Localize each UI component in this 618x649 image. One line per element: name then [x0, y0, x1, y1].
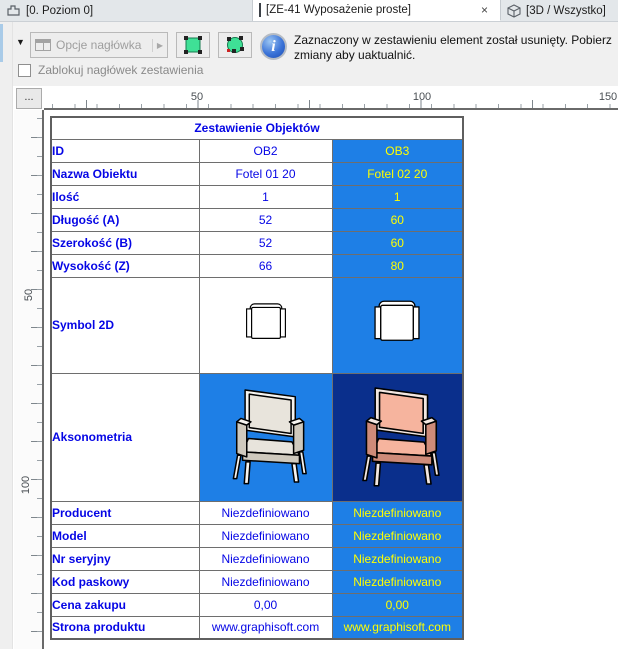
ruler-label: 50	[190, 91, 204, 103]
cell-ob2[interactable]: Niezdefiniowano	[199, 570, 332, 593]
horizontal-ruler	[44, 88, 618, 110]
table-row	[51, 208, 463, 231]
row-label[interactable]: Kod paskowy	[51, 570, 199, 593]
ruler-label: 50	[22, 288, 35, 302]
tab-bar	[0, 0, 618, 22]
cell-ob2[interactable]: 52	[199, 208, 332, 231]
table-row	[51, 185, 463, 208]
left-pane-strip	[0, 22, 13, 649]
info-message-line1: Zaznaczony w zestawieniu element został usunięty. Pobierz	[294, 33, 612, 47]
cell-ob3-selected[interactable]: 1	[332, 185, 463, 208]
tab-label: [0. Poziom 0]	[26, 4, 94, 17]
tab-label: [3D / Wszystko]	[526, 4, 606, 17]
cell-ob3-selected[interactable]: 60	[332, 208, 463, 231]
schedule-toolbar	[13, 22, 618, 86]
ruler-label: 150	[598, 91, 618, 103]
tab-3d[interactable]	[501, 0, 618, 21]
ruler-label: 100	[19, 475, 32, 495]
row-label[interactable]: Aksonometria	[51, 373, 199, 501]
armchair-3d-icon	[220, 381, 312, 491]
row-label[interactable]: Cena zakupu	[51, 593, 199, 616]
table-row-symbol-2d	[51, 277, 463, 373]
cell-axonometry-ob3-selected[interactable]	[332, 373, 463, 501]
pane-accent-bar	[0, 24, 3, 62]
cell-ob2[interactable]: OB2	[199, 139, 332, 162]
cell-ob2[interactable]: 52	[199, 231, 332, 254]
cell-ob3-selected[interactable]: www.graphisoft.com	[332, 616, 463, 639]
table-row	[51, 254, 463, 277]
info-icon: i	[260, 33, 287, 60]
vertical-ruler	[14, 110, 44, 649]
row-label[interactable]: Długość (A)	[51, 208, 199, 231]
cell-symbol2d-ob3-selected[interactable]	[332, 277, 463, 373]
header-options-label: Opcje nagłówka	[56, 38, 142, 52]
cell-ob3-selected[interactable]: OB3	[332, 139, 463, 162]
schedule-title: Zestawienie Objektów	[51, 117, 463, 139]
flyout-arrow-icon: ▶	[152, 39, 163, 52]
cell-symbol2d-ob2[interactable]	[199, 277, 332, 373]
armchair-top-view-icon	[243, 301, 289, 347]
marquee-polygon-icon	[224, 35, 246, 55]
lock-header-checkbox[interactable]	[18, 64, 31, 77]
row-label[interactable]: Strona produktu	[51, 616, 199, 639]
tab-floor-plan[interactable]	[0, 0, 253, 21]
floor-plan-icon	[6, 4, 21, 17]
cell-ob3-selected[interactable]: Niezdefiniowano	[332, 570, 463, 593]
row-label[interactable]: Nr seryjny	[51, 547, 199, 570]
row-label[interactable]: Nazwa Obiektu	[51, 162, 199, 185]
table-row	[51, 616, 463, 639]
cell-ob3-selected[interactable]: Niezdefiniowano	[332, 524, 463, 547]
cell-ob3-selected[interactable]: 80	[332, 254, 463, 277]
cell-ob3-selected[interactable]: Niezdefiniowano	[332, 501, 463, 524]
row-label[interactable]: Ilość	[51, 185, 199, 208]
row-label[interactable]: Symbol 2D	[51, 277, 199, 373]
row-label[interactable]: Producent	[51, 501, 199, 524]
cell-axonometry-ob2[interactable]	[199, 373, 332, 501]
cell-ob3-selected[interactable]: 60	[332, 231, 463, 254]
marquee-polygon-button[interactable]	[218, 32, 252, 58]
lock-header-row	[18, 63, 203, 77]
cell-ob2[interactable]: 1	[199, 185, 332, 208]
cell-ob3-selected[interactable]: 0,00	[332, 593, 463, 616]
table-row	[51, 162, 463, 185]
row-label[interactable]: ID	[51, 139, 199, 162]
table-row	[51, 547, 463, 570]
schedule-grid-icon	[259, 4, 261, 16]
table-header-icon	[35, 39, 51, 51]
cell-ob2[interactable]: Fotel 01 20	[199, 162, 332, 185]
table-row	[51, 570, 463, 593]
row-label[interactable]: Wysokość (Z)	[51, 254, 199, 277]
info-message-line2: zmiany aby uaktualnić.	[294, 48, 416, 62]
armchair-top-view-icon	[371, 298, 423, 350]
marquee-square-button[interactable]	[176, 32, 210, 58]
cell-ob2[interactable]: Niezdefiniowano	[199, 547, 332, 570]
info-message	[294, 33, 618, 63]
schedule-canvas	[44, 110, 618, 649]
marquee-square-icon	[182, 35, 204, 55]
cell-ob3-selected[interactable]: Fotel 02 20	[332, 162, 463, 185]
table-row	[51, 231, 463, 254]
table-row	[51, 524, 463, 547]
table-row	[51, 139, 463, 162]
close-icon[interactable]: ×	[480, 3, 488, 17]
header-options-button[interactable]	[30, 32, 168, 58]
lock-header-label: Zablokuj nagłówek zestawienia	[38, 63, 204, 77]
tab-schedule[interactable]	[253, 0, 501, 21]
table-row	[51, 501, 463, 524]
cube-3d-icon	[507, 4, 521, 18]
cell-ob2[interactable]: Niezdefiniowano	[199, 524, 332, 547]
ruler-label: 100	[412, 91, 432, 103]
chevron-down-icon[interactable]: ▼	[16, 37, 25, 47]
row-label[interactable]: Model	[51, 524, 199, 547]
row-label[interactable]: Szerokość (B)	[51, 231, 199, 254]
armchair-3d-icon	[349, 379, 445, 493]
ruler-options-button[interactable]: ...	[16, 88, 42, 109]
cell-ob2[interactable]: Niezdefiniowano	[199, 501, 332, 524]
cell-ob2[interactable]: www.graphisoft.com	[199, 616, 332, 639]
cell-ob2[interactable]: 0,00	[199, 593, 332, 616]
tab-label: [ZE-41 Wyposażenie proste]	[266, 4, 411, 16]
schedule-table	[50, 116, 464, 640]
cell-ob2[interactable]: 66	[199, 254, 332, 277]
table-row-axonometry	[51, 373, 463, 501]
table-row	[51, 593, 463, 616]
cell-ob3-selected[interactable]: Niezdefiniowano	[332, 547, 463, 570]
